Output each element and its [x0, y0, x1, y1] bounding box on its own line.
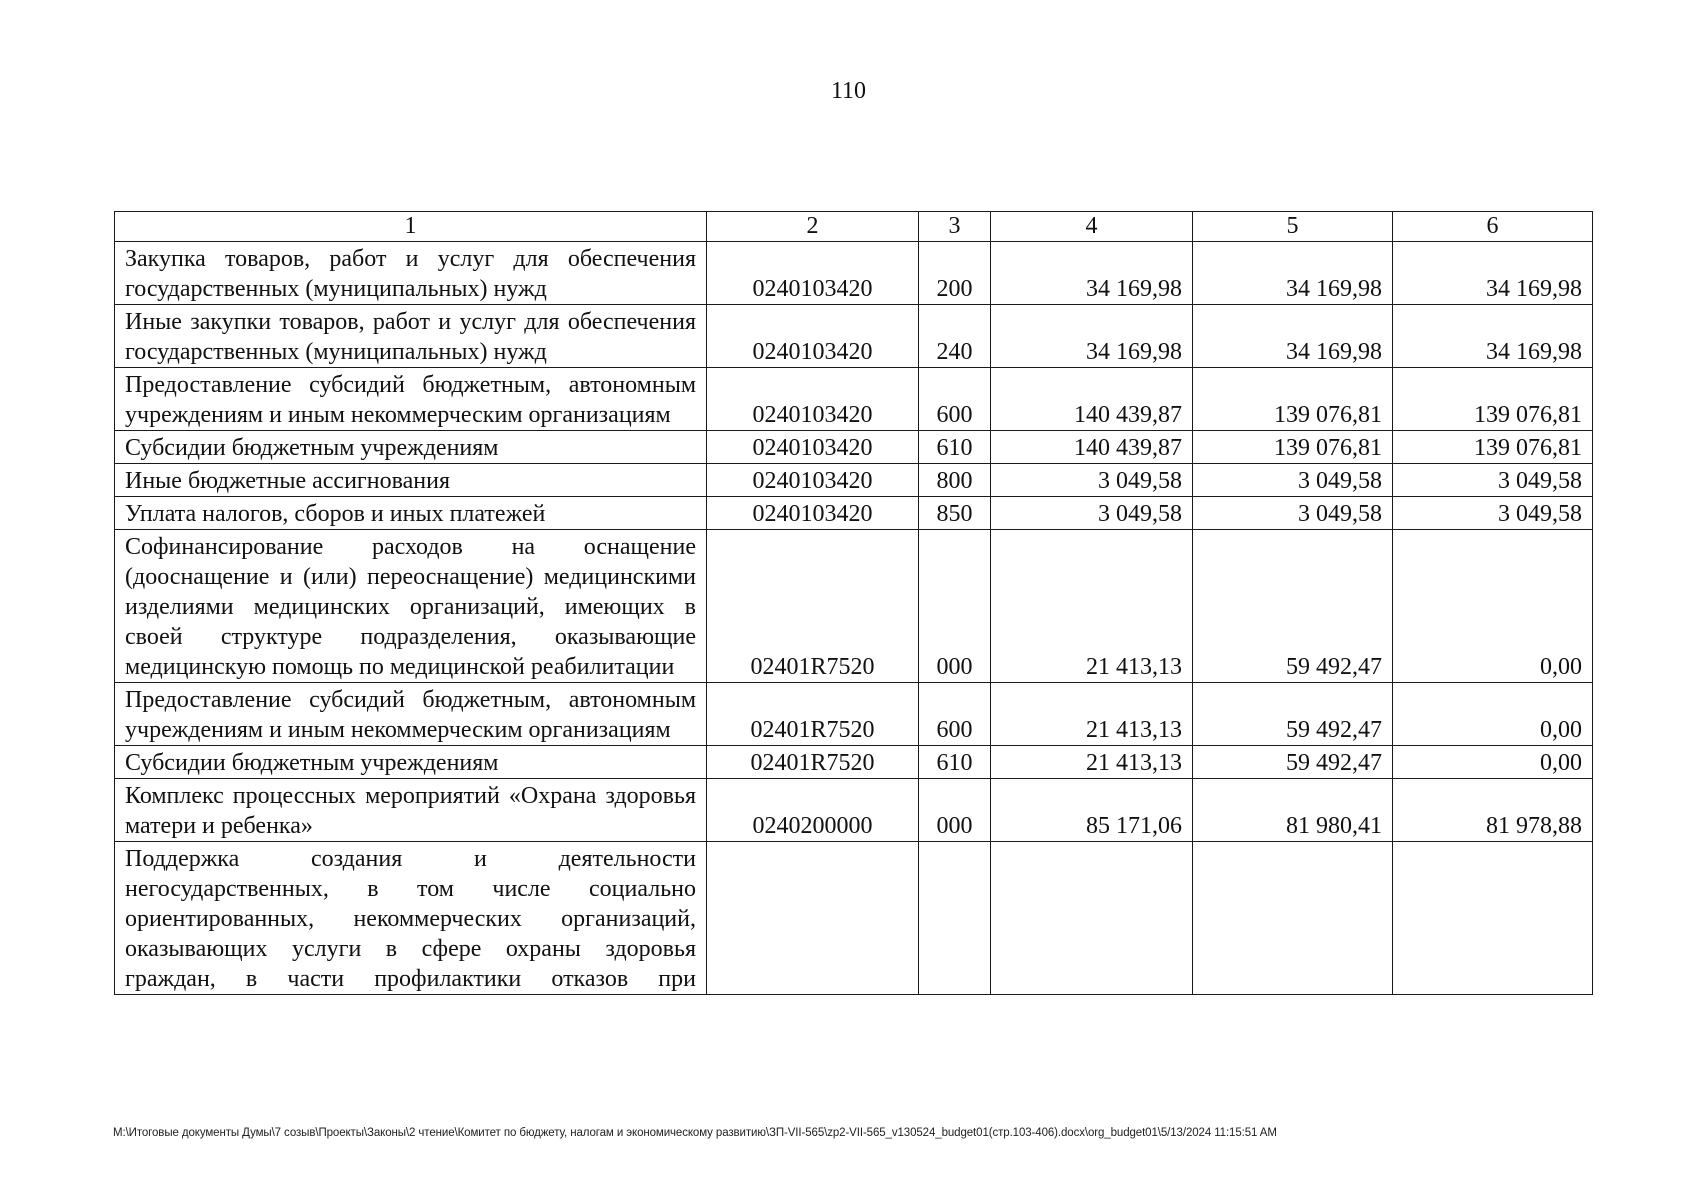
table-row: [115, 497, 1593, 530]
row-name: Комплекс процессных мероприятий «Охрана здоровья матери и ребенка»: [115, 779, 707, 842]
row-value-4: 21 413,13: [991, 746, 1193, 779]
row-value-6: 0,00: [1393, 683, 1593, 746]
row-name: Поддержка создания и деятельности негосударственных, в том числе социально ориентированных, некоммерческих организаций, оказывающих услуги в сфере охраны здоровья граждан, в части профилактики отказов при: [115, 842, 707, 995]
row-value-4: 3 049,58: [991, 464, 1193, 497]
row-code: 0240103420: [707, 431, 919, 464]
row-value-6: 3 049,58: [1393, 497, 1593, 530]
row-value-6: 81 978,88: [1393, 779, 1593, 842]
row-value-5: 34 169,98: [1193, 305, 1393, 368]
row-code: 0240103420: [707, 464, 919, 497]
column-header-6: 6: [1393, 212, 1593, 242]
row-value-6: 3 049,58: [1393, 464, 1593, 497]
row-value-5: 139 076,81: [1193, 431, 1393, 464]
row-value-4: [991, 842, 1193, 995]
table-row: [115, 746, 1593, 779]
row-name: Субсидии бюджетным учреждениям: [115, 431, 707, 464]
row-code: [707, 842, 919, 995]
row-value-5: [1193, 842, 1393, 995]
row-value-6: 139 076,81: [1393, 431, 1593, 464]
row-value-5: 3 049,58: [1193, 497, 1393, 530]
table-row: [115, 368, 1593, 431]
row-value-4: 34 169,98: [991, 305, 1193, 368]
row-value-5: 59 492,47: [1193, 746, 1393, 779]
table-row: [115, 242, 1593, 305]
row-value-4: 85 171,06: [991, 779, 1193, 842]
row-kind: 200: [919, 242, 991, 305]
row-code: 0240200000: [707, 779, 919, 842]
row-code: 0240103420: [707, 242, 919, 305]
row-value-5: 59 492,47: [1193, 530, 1393, 683]
row-code: 0240103420: [707, 497, 919, 530]
footer-file-path: M:\Итоговые документы Думы\7 созыв\Проекты\Законы\2 чтение\Комитет по бюджету, налогам и экономическому развитию\ЗП-VII-565\zp2-VII-565_v130524_budget01(стр.103-406).docx\org_budget01\5/13/2024 11:15:51 AM: [113, 1127, 1277, 1139]
table-row: [115, 464, 1593, 497]
row-name: Закупка товаров, работ и услуг для обеспечения государственных (муниципальных) нужд: [115, 242, 707, 305]
row-value-6: [1393, 842, 1593, 995]
row-kind: 000: [919, 530, 991, 683]
row-code: 0240103420: [707, 368, 919, 431]
row-code: 0240103420: [707, 305, 919, 368]
row-value-6: 34 169,98: [1393, 305, 1593, 368]
row-kind: 800: [919, 464, 991, 497]
row-kind: 240: [919, 305, 991, 368]
row-name: Иные закупки товаров, работ и услуг для обеспечения государственных (муниципальных) нужд: [115, 305, 707, 368]
budget-table: [114, 211, 1593, 995]
row-value-4: 21 413,13: [991, 683, 1193, 746]
row-name: Предоставление субсидий бюджетным, автономным учреждениям и иным некоммерческим организациям: [115, 368, 707, 431]
row-code: 02401R7520: [707, 683, 919, 746]
row-name: Иные бюджетные ассигнования: [115, 464, 707, 497]
row-value-4: 140 439,87: [991, 368, 1193, 431]
row-kind: 600: [919, 368, 991, 431]
row-kind: 600: [919, 683, 991, 746]
row-kind: 610: [919, 746, 991, 779]
row-name: Уплата налогов, сборов и иных платежей: [115, 497, 707, 530]
row-kind: [919, 842, 991, 995]
row-value-4: 34 169,98: [991, 242, 1193, 305]
table-header-row: [115, 212, 1593, 242]
row-value-5: 81 980,41: [1193, 779, 1393, 842]
page-number: 110: [830, 78, 867, 104]
column-header-3: 3: [919, 212, 991, 242]
column-header-4: 4: [991, 212, 1193, 242]
table-row: [115, 842, 1593, 995]
table-row: [115, 779, 1593, 842]
row-value-6: 34 169,98: [1393, 242, 1593, 305]
table-row: [115, 431, 1593, 464]
table-row: [115, 683, 1593, 746]
row-value-5: 34 169,98: [1193, 242, 1393, 305]
row-name: Предоставление субсидий бюджетным, автономным учреждениям и иным некоммерческим организациям: [115, 683, 707, 746]
column-header-1: 1: [115, 212, 707, 242]
row-name: Софинансирование расходов на оснащение (дооснащение и (или) переоснащение) медицинскими изделиями медицинских организаций, имеющих в своей структуре подразделения, оказывающие медицинскую помощь по медицинской реабилитации: [115, 530, 707, 683]
row-value-6: 0,00: [1393, 530, 1593, 683]
row-value-5: 59 492,47: [1193, 683, 1393, 746]
row-code: 02401R7520: [707, 530, 919, 683]
row-name: Субсидии бюджетным учреждениям: [115, 746, 707, 779]
row-kind: 000: [919, 779, 991, 842]
row-value-5: 139 076,81: [1193, 368, 1393, 431]
row-value-5: 3 049,58: [1193, 464, 1393, 497]
row-value-6: 139 076,81: [1393, 368, 1593, 431]
row-kind: 850: [919, 497, 991, 530]
column-header-2: 2: [707, 212, 919, 242]
row-value-4: 140 439,87: [991, 431, 1193, 464]
row-value-6: 0,00: [1393, 746, 1593, 779]
row-kind: 610: [919, 431, 991, 464]
table-row: [115, 530, 1593, 683]
row-code: 02401R7520: [707, 746, 919, 779]
column-header-5: 5: [1193, 212, 1393, 242]
row-value-4: 3 049,58: [991, 497, 1193, 530]
row-value-4: 21 413,13: [991, 530, 1193, 683]
table-row: [115, 305, 1593, 368]
